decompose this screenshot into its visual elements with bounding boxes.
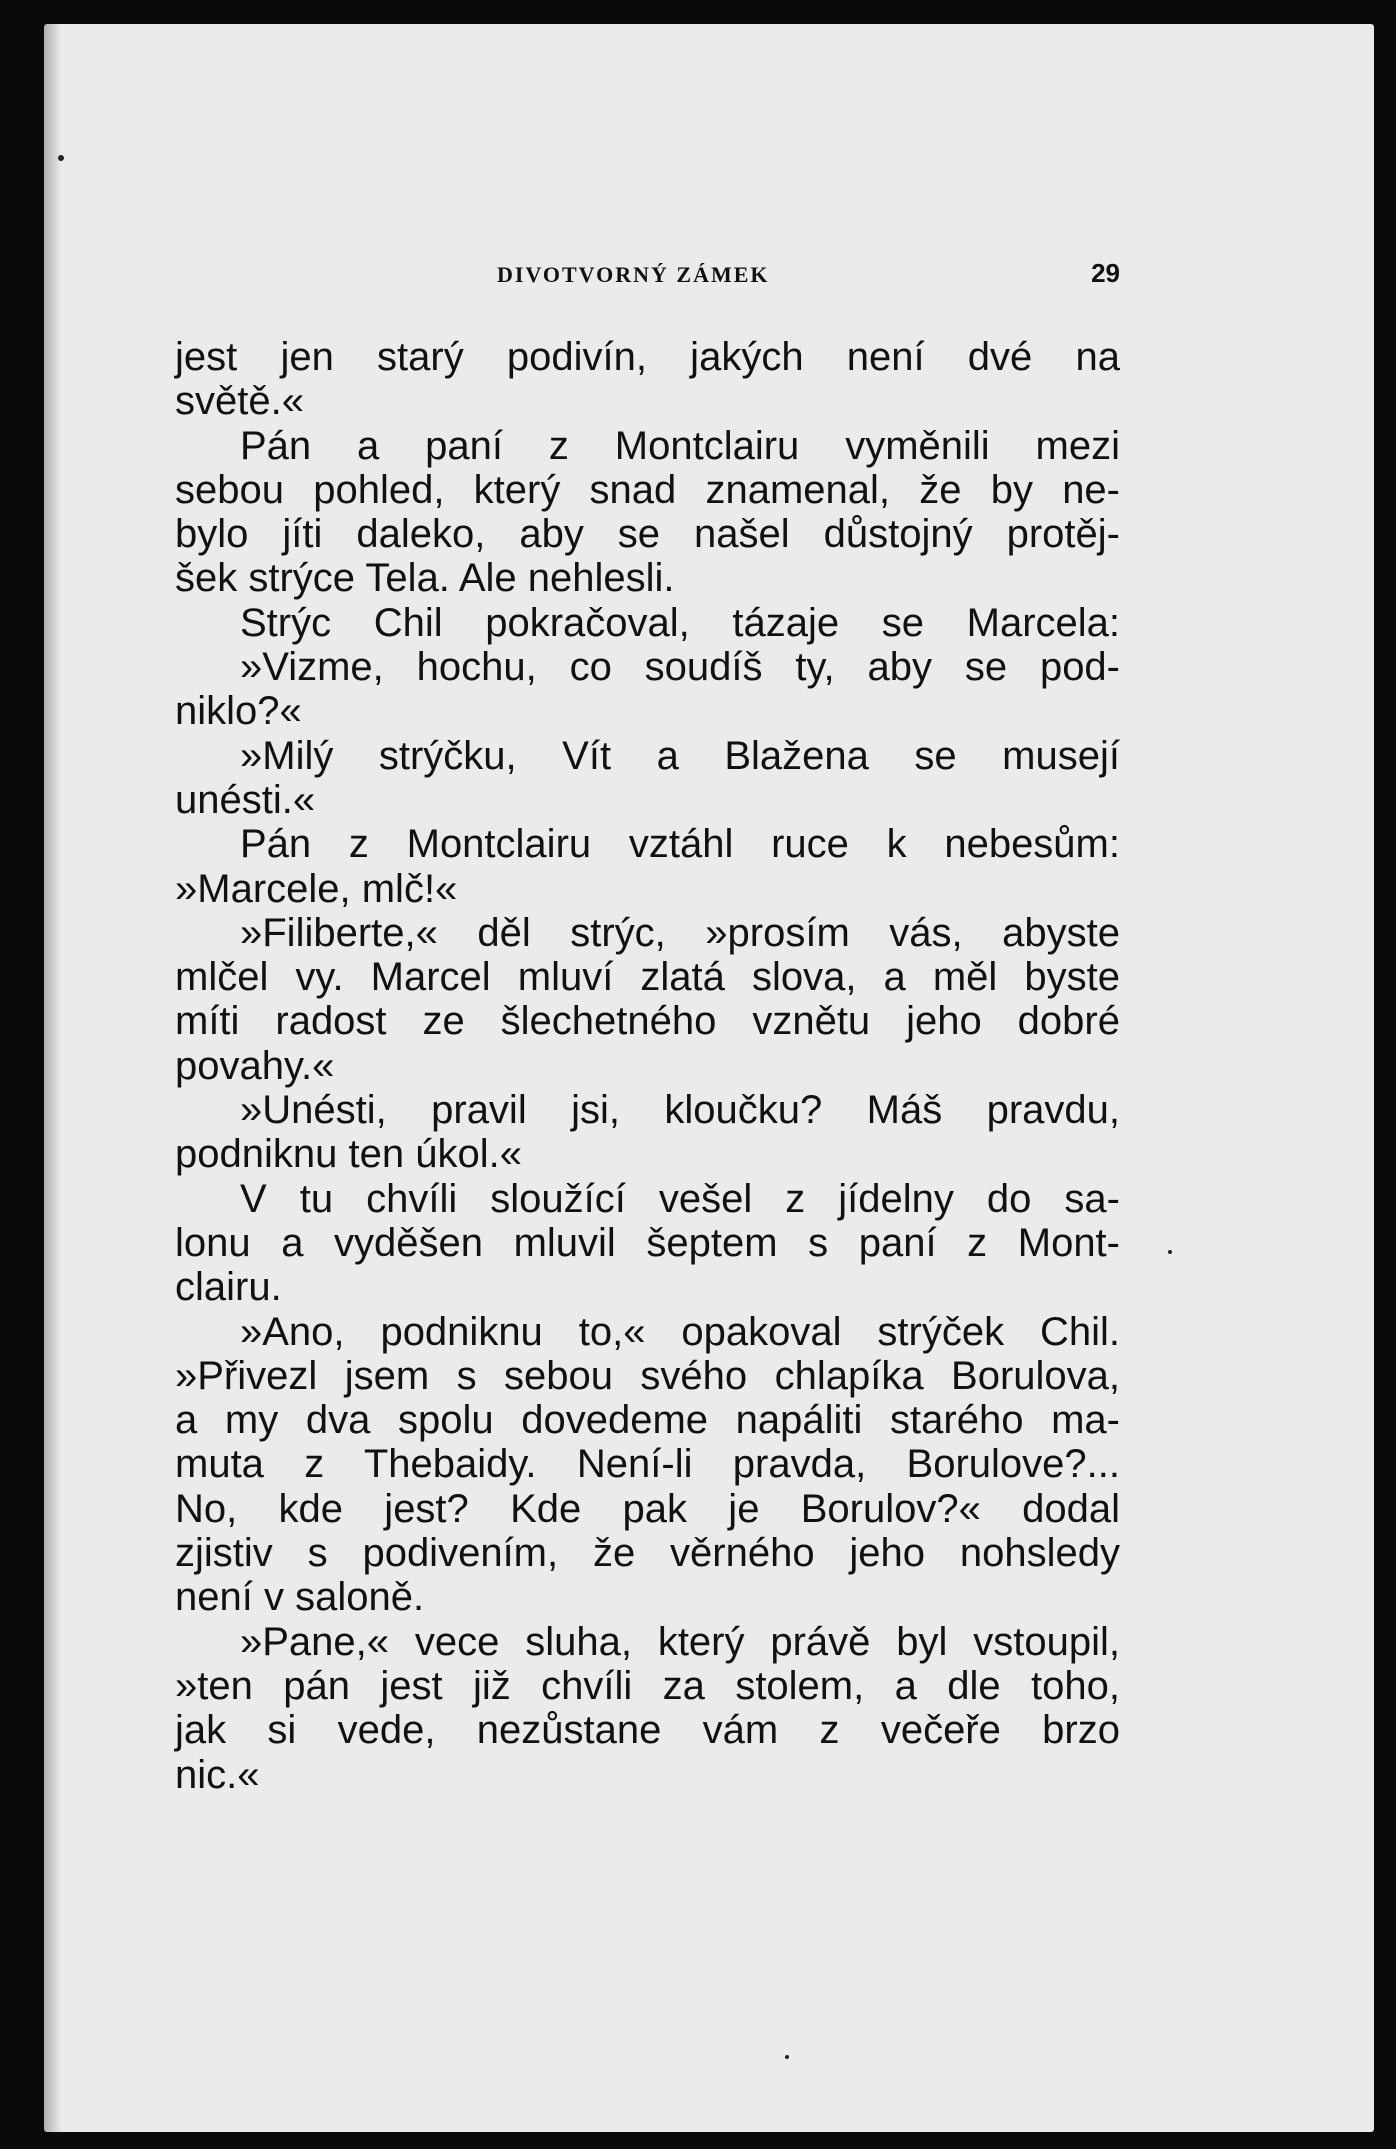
text-line: clairu. (175, 1265, 282, 1310)
text-line: muta z Thebaidy. Není-li pravda, Borulove?... (175, 1442, 1120, 1487)
dust-speck (785, 2055, 789, 2059)
text-line: mlčel vy. Marcel mluví zlatá slova, a měl byste (175, 955, 1120, 1000)
page-number: 29 (1091, 258, 1120, 288)
body-text (175, 335, 1120, 1797)
text-line: lonu a vyděšen mluvil šeptem s paní z Mont- (175, 1220, 1120, 1265)
text-line: »Ano, podniknu to,« opakoval strýček Chil. (240, 1309, 1120, 1354)
text-line: šek strýce Tela. Ale nehlesli. (175, 556, 675, 601)
text-line: sebou pohled, který snad znamenal, že by ne- (175, 467, 1120, 512)
text-line: jak si vede, nezůstane vám z večeře brzo (175, 1708, 1120, 1753)
text-line: »Pane,« vece sluha, který právě byl vstoupil, (240, 1619, 1120, 1664)
page-header (175, 258, 1120, 292)
dust-speck (1168, 1250, 1172, 1254)
text-line: světě.« (175, 379, 304, 424)
text-line: V tu chvíli sloužící vešel z jídelny do sa- (240, 1176, 1120, 1221)
dust-speck (58, 155, 64, 161)
text-line: jest jen starý podivín, jakých není dvé na (175, 335, 1120, 379)
text-line: Strýc Chil pokračoval, tázaje se Marcela: (240, 600, 1120, 645)
text-line: »Milý strýčku, Vít a Blažena se musejí (240, 733, 1120, 778)
text-line: niklo?« (175, 689, 302, 734)
text-line: »Přivezl jsem s sebou svého chlapíka Borulova, (175, 1353, 1120, 1398)
text-line: Pán z Montclairu vztáhl ruce k nebesům: (240, 822, 1120, 867)
text-line: povahy.« (175, 1043, 335, 1088)
text-line: Pán a paní z Montclairu vyměnili mezi (240, 423, 1120, 468)
text-line: míti radost ze šlechetného vznětu jeho dobré (175, 999, 1120, 1044)
text-line: zjistiv s podivením, že věrného jeho nohsledy (175, 1531, 1120, 1576)
text-line: a my dva spolu dovedeme napáliti starého ma- (175, 1398, 1120, 1443)
text-line: No, kde jest? Kde pak je Borulov?« dodal (175, 1486, 1120, 1531)
text-line: »ten pán jest již chvíli za stolem, a dle toho, (175, 1663, 1120, 1708)
text-line: unésti.« (175, 777, 316, 822)
text-line: nic.« (175, 1752, 260, 1797)
text-line: bylo jíti daleko, aby se našel důstojný protěj- (175, 512, 1120, 557)
text-line: není v saloně. (175, 1575, 425, 1620)
text-line: »Filiberte,« děl strýc, »prosím vás, abyste (240, 910, 1120, 955)
text-line: »Unésti, pravil jsi, kloučku? Máš pravdu, (240, 1088, 1120, 1133)
text-line: »Vizme, hochu, co soudíš ty, aby se pod- (240, 645, 1120, 690)
text-line: »Marcele, mlč!« (175, 866, 458, 911)
text-line: podniknu ten úkol.« (175, 1132, 522, 1177)
binding-shadow (44, 24, 62, 2132)
running-title: DIVOTVORNÝ ZÁMEK (497, 262, 770, 287)
